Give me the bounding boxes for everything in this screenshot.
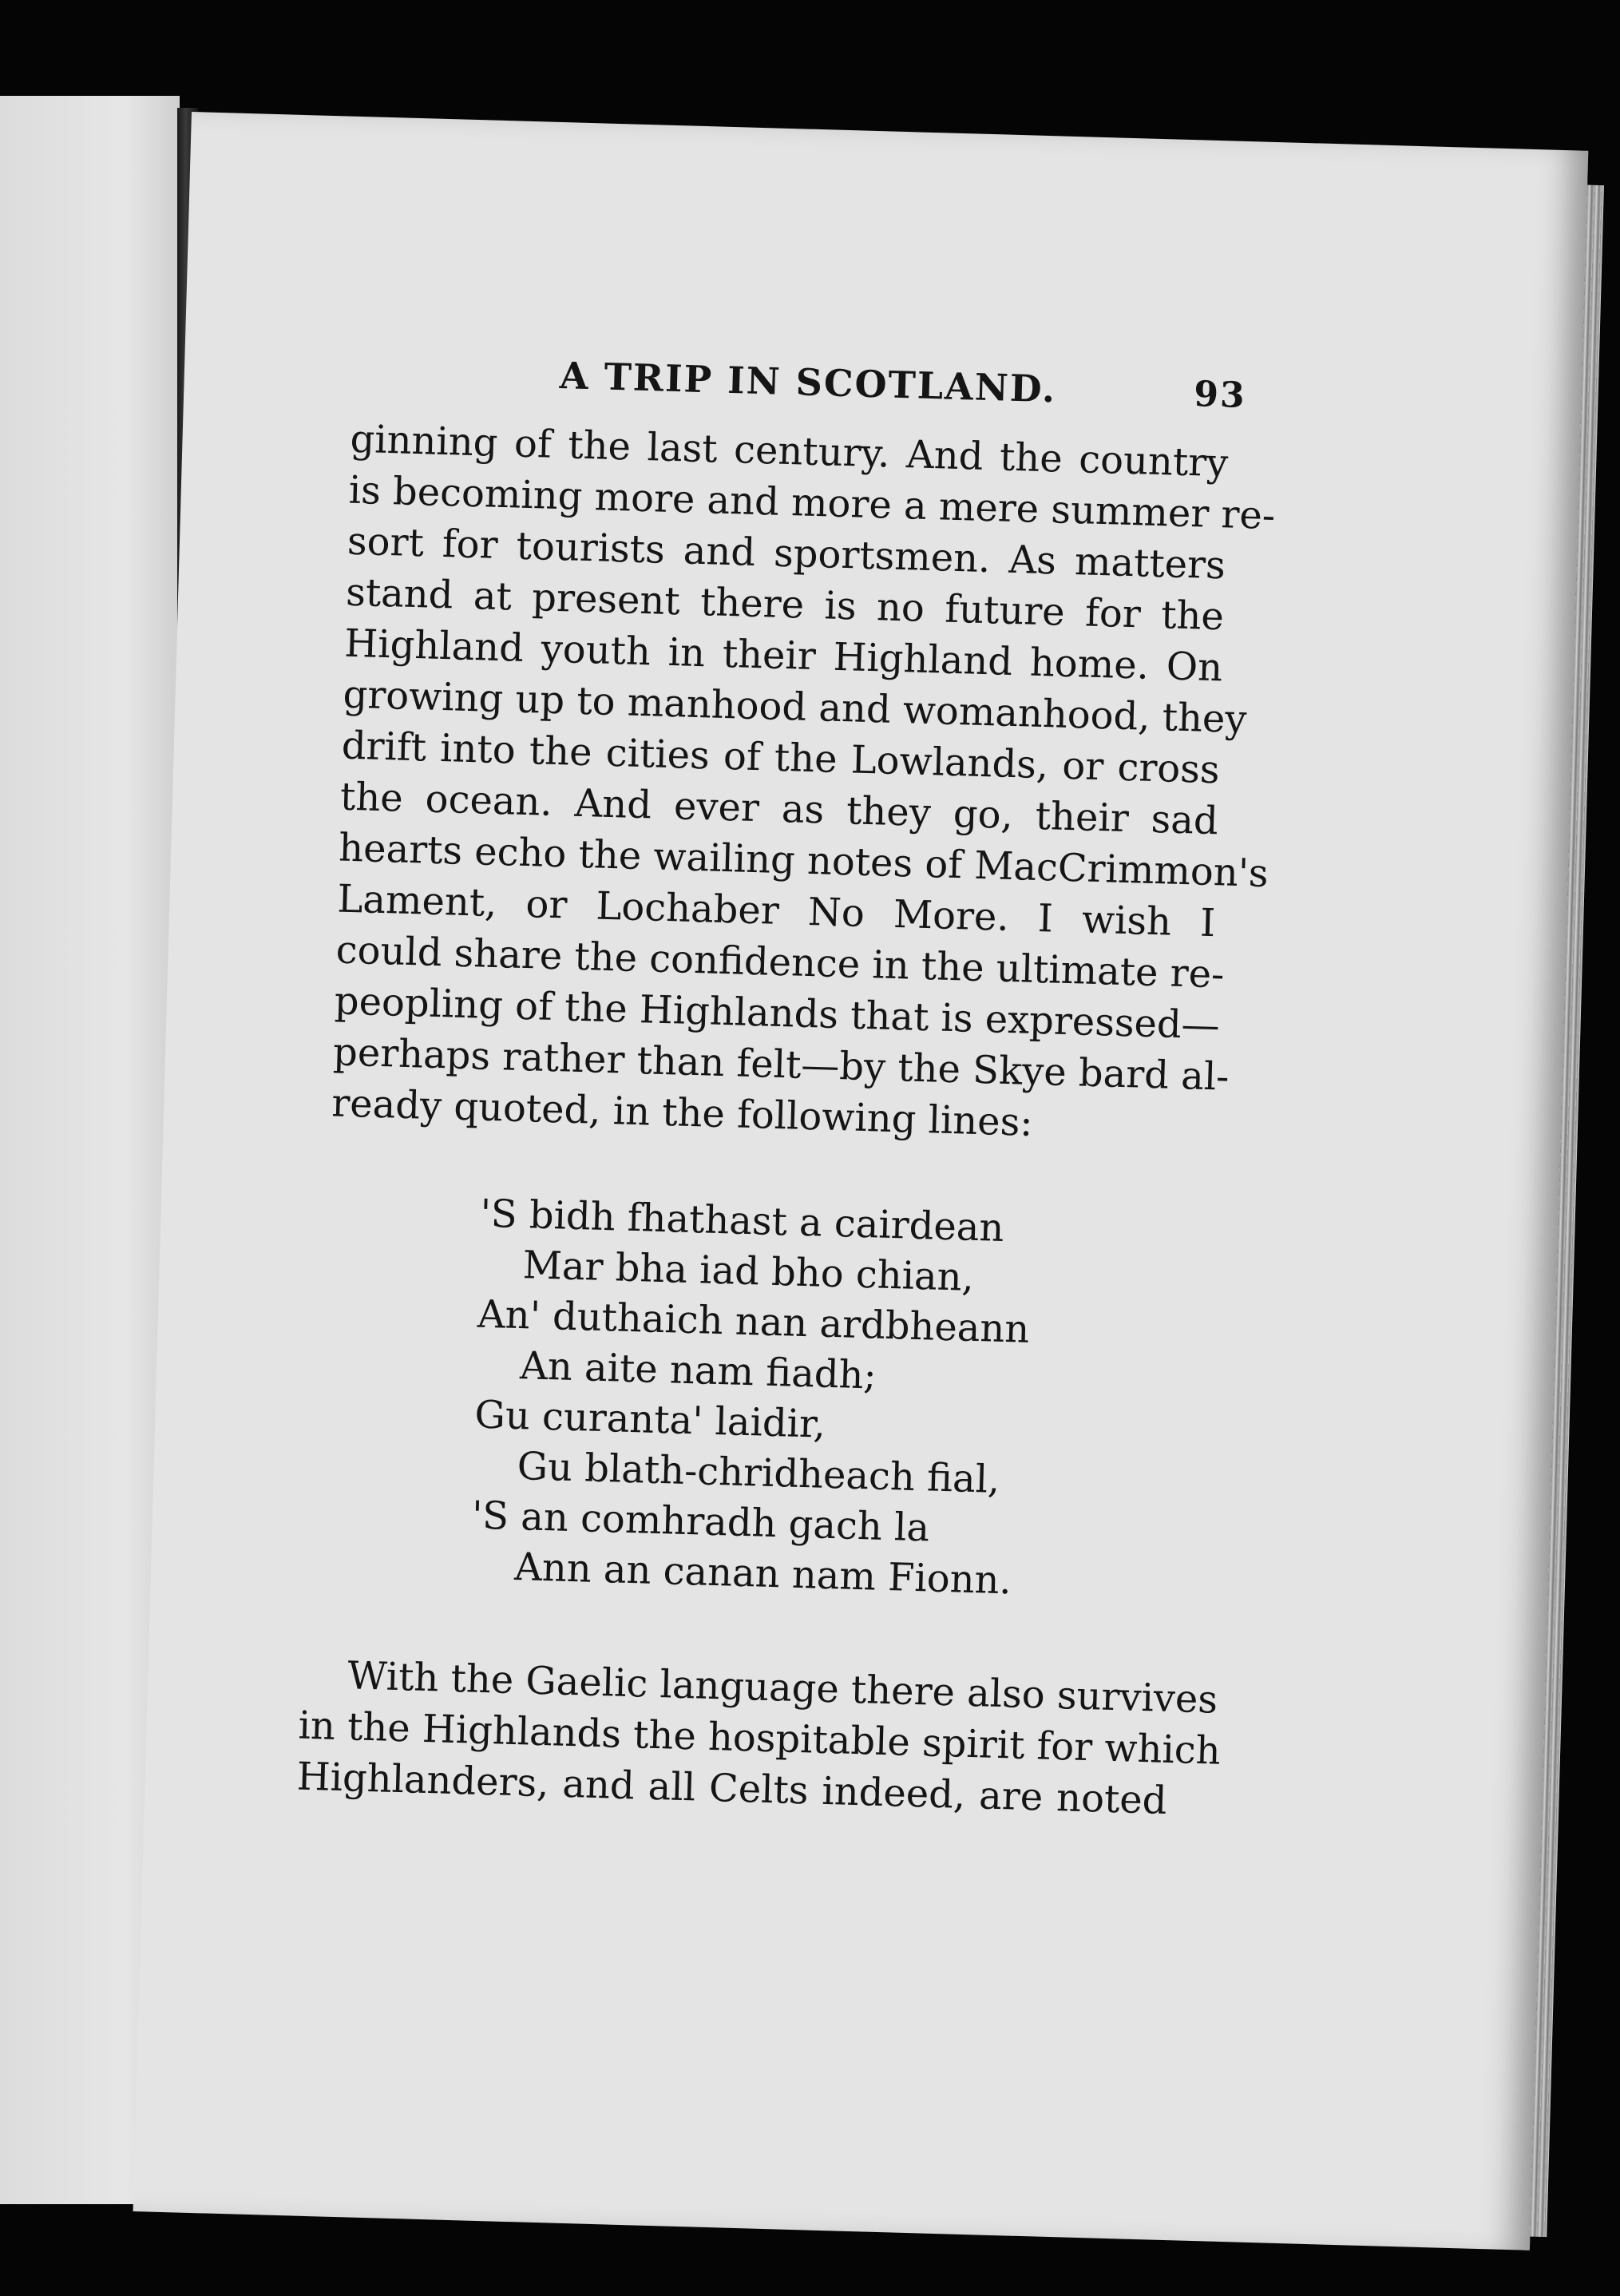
text-line: hearts echo the wailing notes of MacCrimmon's xyxy=(338,825,1269,897)
verse-line: Ann an canan nam Fionn. xyxy=(513,1545,1012,1604)
verse-line: An aite nam fiadh; xyxy=(519,1343,877,1398)
text-line: Highland youth in their Highland home. On xyxy=(343,621,1223,691)
verse-line: Mar bha iad bho chian, xyxy=(522,1243,975,1300)
text-line: peopling of the Highlands that is expressed— xyxy=(334,978,1221,1049)
text-line: perhaps rather than felt—by the Skye bard al- xyxy=(332,1029,1230,1100)
text-line: ginning of the last century. And the country xyxy=(349,416,1229,486)
text-line: in the Highlands the hospitable spirit for which xyxy=(297,1703,1222,1774)
text-line: With the Gaelic language there also survives xyxy=(347,1653,1218,1723)
text-line: Highlanders, and all Celts indeed, are noted xyxy=(296,1754,1168,1823)
text-line: Lament, or Lochaber No More. I wish I xyxy=(336,876,1216,946)
paragraph-2 xyxy=(296,1649,1222,1826)
gaelic-verse xyxy=(469,1189,1207,1612)
page-text xyxy=(296,348,1276,1827)
text-line: drift into the cities of the Lowlands, or cross xyxy=(341,723,1221,793)
page-number: 93 xyxy=(1193,374,1247,417)
text-line: could share the confidence in the ultimate re- xyxy=(335,927,1226,997)
running-title: A TRIP IN SCOTLAND. xyxy=(559,354,1057,411)
text-line: is becoming more and more a mere summer re- xyxy=(348,467,1276,539)
text-line: the ocean. And ever as they go, their sad xyxy=(339,774,1219,844)
verse-line: 'S bidh fhathast a cairdean xyxy=(479,1191,1005,1251)
running-head xyxy=(559,354,1246,416)
verse-line: 'S an comhradh gach la xyxy=(471,1493,930,1551)
book-page xyxy=(133,112,1589,2250)
verse-line: Gu curanta' laidir, xyxy=(473,1392,826,1447)
text-line: stand at present there is no future for the xyxy=(345,569,1225,640)
text-line: ready quoted, in the following lines: xyxy=(331,1081,1034,1145)
paragraph-1 xyxy=(331,414,1276,1153)
verse-line: Gu blath-chridheach fial, xyxy=(517,1444,1001,1502)
verse-line: An' duthaich nan ardbheann xyxy=(477,1291,1031,1352)
text-line: sort for tourists and sportsmen. As matters xyxy=(347,518,1226,589)
text-line: growing up to manhood and womanhood, they xyxy=(342,672,1248,743)
